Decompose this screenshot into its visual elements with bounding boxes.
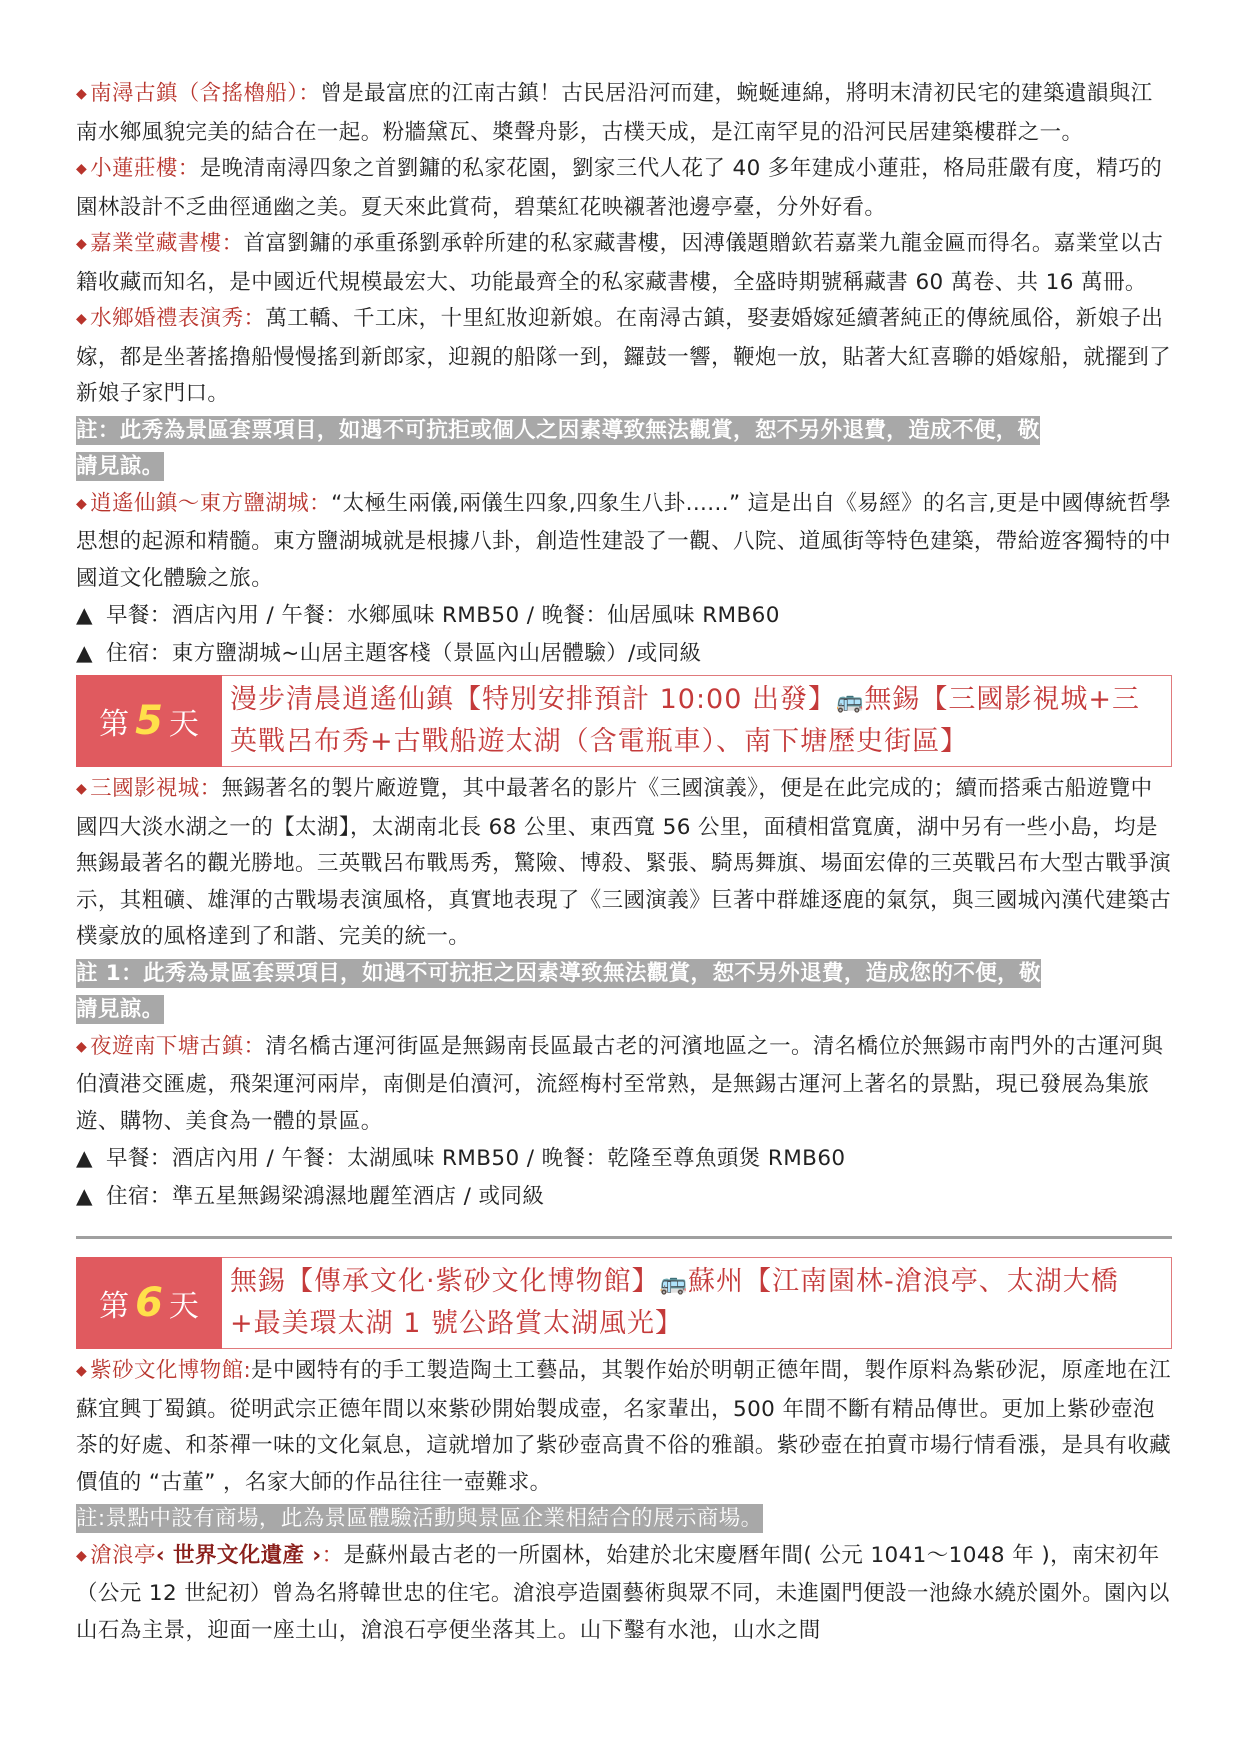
hotel-line-day4 (76, 635, 1172, 673)
day5-label (76, 675, 222, 767)
text-canglang: 是蘇州最古老的一所園林，始建於北宋慶曆年間( 公元 1041～1048 年 )，南宋初年（公元 12 世紀初）曾為名將韓世忠的住宅。滄浪亭造園藝術與眾不同，未進園門便設一池綠水繞於園外。園內以山石為主景，迎面一座土山，滄浪石亭便坐落其上。山下鑿有水池，山水之間 (76, 1542, 1170, 1643)
paragraph-xiaoyao (76, 486, 1172, 598)
meal-line-day4 (76, 597, 1172, 635)
text-nanxiatang: 清名橋古運河街區是無錫南長區最古老的河濱地區之一。清名橋位於無錫市南門外的古運河與伯瀆港交匯處，飛架運河兩岸，南側是伯瀆河，流經梅村至常熟，是無錫古運河上著名的景點，現已發展為集旅遊、購物、美食為一體的景區。 (76, 1033, 1164, 1134)
day6-title-part2: 蘇州【江南園林-滄浪亭、太湖大橋+最美環太湖 1 號公路賞太湖風光】 (230, 1266, 1119, 1339)
meal-text-day5: 早餐：酒店內用 / 午餐：太湖風味 RMB50 / 晚餐：乾隆至尊魚頭煲 RMB60 (106, 1146, 846, 1171)
triangle-bullet-icon: ▲ (76, 641, 93, 666)
paragraph-nanxun (76, 76, 1172, 151)
note-sanguo-line1: 註 1：此秀為景區套票項目，如遇不可抗拒之因素導致無法觀賞，恕不另外退費，造成您的不便，敬 (76, 960, 1041, 986)
paragraph-nanxiatang (76, 1029, 1172, 1141)
document-body (76, 76, 1172, 1649)
heritage-label: ‹ 世界文化遺產 › (155, 1542, 322, 1568)
day5-header (76, 675, 1172, 767)
day5-suffix: 天 (168, 707, 199, 742)
note-sanguo (76, 956, 1172, 1029)
heading-xiaolian: 小蓮莊樓： (90, 156, 200, 181)
note-wedding-line2: 請見諒。 (76, 454, 164, 479)
text-sanguo: 無錫著名的製片廠遊覽，其中最著名的影片《三國演義》，便是在此完成的；續而搭乘古船遊覽中國四大淡水湖之一的【太湖】，太湖南北長 68 公里、東西寬 56 公里，面積相當寬廣，湖中另有一些小島，均是無錫最著名的觀光勝地。三英戰呂布戰馬秀，驚險、博殺、緊張、騎馬舞旗、場面宏偉的三英戰呂布大型古戰爭演示，其粗礦、雄渾的古戰場表演風格，真實地表現了《三國演義》巨著中群雄逐鹿的氣氛，與三國城內漢代建築古樸豪放的風格達到了和諧、完美的統一。 (76, 776, 1172, 949)
diamond-bullet-icon: ◆ (76, 1363, 88, 1379)
paragraph-sanguo (76, 771, 1172, 956)
diamond-bullet-icon: ◆ (76, 86, 88, 102)
heading-nanxun: 南潯古鎮（含搖櫓船）： (90, 81, 321, 106)
diamond-bullet-icon: ◆ (76, 1547, 88, 1564)
section-divider (76, 1236, 1172, 1239)
text-xiaolian: 是晚清南潯四象之首劉鏞的私家花園，劉家三代人花了 40 多年建成小蓮莊，格局莊嚴有度，精巧的園林設計不乏曲徑通幽之美。夏天來此賞荷，碧葉紅花映襯著池邊亭臺，分外好看。 (76, 156, 1163, 220)
day6-suffix: 天 (168, 1289, 199, 1324)
paragraph-wedding (76, 301, 1172, 413)
note-zisha (76, 1501, 1172, 1538)
triangle-bullet-icon: ▲ (76, 603, 93, 628)
day5-title-part2: 無錫【三國影視城+三英戰呂布秀+古戰船遊太湖（含電瓶車）、南下塘歷史街區】 (230, 684, 1141, 757)
hotel-line-day5 (76, 1178, 1172, 1216)
note-wedding-line1: 註：此秀為景區套票項目，如遇不可抗拒或個人之因素導致無法觀賞，恕不另外退費，造成不便，敬 (76, 417, 1040, 443)
day5-prefix: 第 (99, 707, 130, 742)
text-zisha: 是中國特有的手工製造陶土工藝品，其製作始於明朝正德年間，製作原料為紫砂泥，原產地在江蘇宜興丁蜀鎮。從明武宗正德年間以來紫砂開始製成壺，名家輩出，500 年間不斷有精品傳世。更加上紫砂壺泡茶的好處、和茶禪一味的文化氣息，這就增加了紫砂壺高貴不俗的雅韻。紫砂壺在拍賣市場行情看漲，是具有收藏價值的 “古董” ，名家大師的作品往往一壺難求。 (76, 1358, 1172, 1495)
heading-canglang-colon: ： (321, 1542, 344, 1568)
note-wedding (76, 413, 1172, 486)
text-xiaoyao: “太極生兩儀,兩儀生四象,四象生八卦......” 這是出自《易經》的名言,更是中國傳統哲學思想的起源和精髓。東方鹽湖城就是根據八卦，創造性建設了一觀、八院、道風街等特色建築，帶給遊客獨特的中國道文化體驗之旅。 (76, 490, 1172, 591)
diamond-bullet-icon: ◆ (76, 236, 88, 252)
day6-title (222, 1257, 1172, 1349)
heading-jiaye: 嘉業堂藏書樓： (90, 231, 244, 256)
triangle-bullet-icon: ▲ (76, 1184, 93, 1209)
heading-nanxiatang: 夜遊南下塘古鎮： (90, 1033, 266, 1059)
paragraph-jiaye (76, 226, 1172, 301)
paragraph-xiaolian (76, 151, 1172, 226)
hotel-text-day5: 住宿：準五星無錫梁鴻濕地麗笙酒店 / 或同級 (106, 1184, 545, 1209)
day5-title-part1: 漫步清晨逍遙仙鎮【特別安排預計 10:00 出發】 (230, 684, 836, 715)
note-zisha-text: 註:景點中設有商場，此為景區體驗活動與景區企業相結合的展示商場。 (76, 1506, 763, 1531)
diamond-bullet-icon: ◆ (76, 495, 88, 512)
day5-title (222, 675, 1172, 767)
day6-label (76, 1257, 222, 1349)
diamond-bullet-icon: ◆ (76, 311, 88, 327)
bus-icon: 🚌 (659, 1271, 688, 1296)
text-nanxun: 曾是最富庶的江南古鎮！古民居沿河而建，蜿蜒連綿，將明末清初民宅的建築遺韻與江南水鄉風貌完美的結合在一起。粉牆黛瓦、槳聲舟影，古樸天成，是江南罕見的沿河民居建築樓群之一。 (76, 81, 1153, 145)
day6-prefix: 第 (99, 1289, 130, 1324)
day6-number: 6 (135, 1280, 163, 1326)
heading-sanguo: 三國影視城： (90, 776, 222, 801)
heading-wedding: 水鄉婚禮表演秀： (90, 306, 266, 331)
diamond-bullet-icon: ◆ (76, 1038, 88, 1055)
day6-header (76, 1257, 1172, 1349)
bus-icon: 🚌 (835, 689, 865, 714)
heading-zisha: 紫砂文化博物館: (90, 1358, 252, 1383)
note-sanguo-line2: 請見諒。 (76, 997, 164, 1022)
diamond-bullet-icon: ◆ (76, 161, 88, 177)
paragraph-canglang (76, 1538, 1172, 1650)
text-jiaye: 首富劉鏞的承重孫劉承幹所建的私家藏書樓，因溥儀題贈欽若嘉業九龍金匾而得名。嘉業堂以古籍收藏而知名，是中國近代規模最宏大、功能最齊全的私家藏書樓，全盛時期號稱藏書 60 萬卷、共 16 萬冊。 (76, 231, 1164, 295)
diamond-bullet-icon: ◆ (76, 781, 88, 797)
paragraph-zisha (76, 1353, 1172, 1501)
day5-number: 5 (135, 698, 163, 744)
meal-text-day4: 早餐：酒店內用 / 午餐：水鄉風味 RMB50 / 晚餐：仙居風味 RMB60 (106, 603, 780, 628)
heading-xiaoyao: 逍遙仙鎮～東方鹽湖城： (90, 490, 332, 516)
hotel-text-day4: 住宿：東方鹽湖城~山居主題客棧（景區內山居體驗）/或同級 (106, 641, 702, 666)
meal-line-day5 (76, 1140, 1172, 1178)
heading-canglang: 滄浪亭 (90, 1542, 156, 1568)
text-wedding: 萬工轎、千工床，十里紅妝迎新娘。在南潯古鎮，娶妻婚嫁延續著純正的傳統風俗，新娘子出嫁，都是坐著搖擼船慢慢搖到新郎家，迎親的船隊一到，鑼鼓一響，鞭炮一放，貼著大紅喜聯的婚嫁船，就擺到了新娘子家門口。 (76, 306, 1172, 406)
triangle-bullet-icon: ▲ (76, 1146, 93, 1171)
day6-title-part1: 無錫【傳承文化‧紫砂文化博物館】 (230, 1266, 660, 1297)
